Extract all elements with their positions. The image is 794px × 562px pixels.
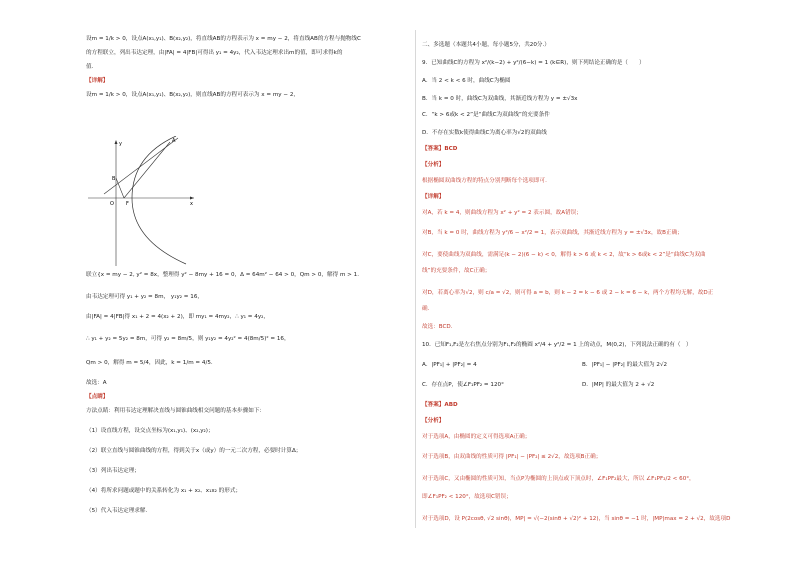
step-item: （2）联立直线与圆锥曲线的方程，得到关于x（或y）的一元二次方程，必要时计算Δ； [86, 448, 302, 454]
line-ab [104, 138, 178, 194]
label-o: O [110, 201, 114, 207]
question-9: 9．已知曲线C的方程为 x²/(k−2) + y²/(6−k) = 1 (k∈R)，则下列结论正确的是（ ） [422, 60, 645, 66]
segment-af [124, 142, 170, 198]
analysis-line: 即∠F₁PF₂ < 120°，故选项C错误； [422, 494, 512, 500]
text-line: 故选：A [86, 380, 107, 386]
section-title: 二、多选题（本题共4小题，每小题5分，共20分.） [422, 42, 550, 48]
step-item: （5）代入韦达定理求解. [86, 508, 148, 514]
detail-line: 线”的充要条件，故C正确； [422, 268, 491, 274]
analysis-line: 对于选项C，又由椭圆的性质可知，当点P为椭圆的上顶点或下顶点时，∠F₁PF₂最大，所以 ∠F₁PF₂/2 < 60°， [422, 476, 695, 482]
text-line: 方法点睛：利用韦达定理解决直线与圆锥曲线相交问题的基本步骤如下： [86, 408, 266, 414]
parabola-lower [132, 198, 186, 264]
text-line: Qm > 0，解得 m = 5/4，因此，k = 1/m = 4/5. [86, 360, 213, 366]
label-a: A [172, 138, 176, 144]
option-c: C．“k > 6或k < 2”是“曲线C为双曲线”的充要条件 [422, 112, 550, 118]
analysis-line: 对于选项A，由椭圆的定义可得选项A正确； [422, 434, 531, 440]
y-axis-arrow [115, 140, 118, 144]
option-a: A．当 2 < k < 6 时，曲线C为椭圆 [422, 78, 511, 84]
label-b: B [112, 176, 116, 182]
analysis-heading: 【分析】 [422, 162, 445, 168]
detail-line: 对B，当 k = 0 时，曲线方程为 y²/6 − x²/2 = 1，表示双曲线，其渐近线方程为 y = ±√3x，故B正确； [422, 230, 683, 236]
analysis-line: 对于选项B，由双曲线的性质可得 |PF₁| − |PF₂| ≤ 2√2，故选项B正确； [422, 454, 602, 460]
answer-heading: 【答案】BCD [422, 146, 458, 152]
option-c: C．存在点P，使∠F₁PF₂ = 120° [422, 382, 504, 388]
option-d: D．|MP| 的最大值为 2 + √2 [582, 382, 655, 388]
label-x: x [190, 201, 193, 207]
question-10: 10．已知F₁,F₂是左右焦点分别为F₁,F₂的椭圆 x²/4 + y²/2 = 1 上的动点，M(0,2)，下列说法正确的有（ ） [422, 342, 692, 348]
analysis-heading: 【分析】 [422, 418, 445, 424]
answer-heading: 【答案】ABD [422, 402, 458, 408]
option-d: D．不存在实数k使得曲线C为离心率为√2的双曲线 [422, 130, 547, 136]
analysis-text: 根据椭圆双曲线方程的特点分别判断每个选项即可. [422, 178, 547, 184]
x-axis-arrow [190, 197, 194, 200]
analysis-line: 对于选项D，设 P(2cosθ, √2 sinθ)，MP| = √(−2(sinθ + √2)² + 12)，当 sinθ = −1 时，|MP|max = 2 + √2，故选项D [422, 516, 731, 522]
step-item: （1）设直线方程，设交点坐标为(x₁,y₁)、(x₂,y₂)； [86, 428, 214, 434]
segment-bf [116, 178, 124, 198]
text-line: ∴ y₁ + y₂ = 5y₂ = 8m，可得 y₂ = 8m/5，则 y₁y₂ = 4y₂² = 4(8m/5)² = 16， [86, 336, 290, 342]
detail-line: 对C，要使曲线为双曲线，需满足(k − 2)(6 − k) < 0，解得 k > 6 或 k < 2，故“k > 6或k < 2”是“曲线C为双曲 [422, 252, 706, 258]
parabola-graph [86, 136, 196, 268]
text-line: 值. [86, 64, 94, 70]
text-line: 设m = 1/k > 0，设点A(x₁,y₁)、B(x₂,y₂)，则直线AB的方程可表示为 x = my − 2， [86, 92, 299, 98]
detail-line: 确. [422, 306, 430, 312]
text-line: 的方程联立，列出韦达定理，由|FA| = 4|FB|可得出 y₁ = 4y₂，代入韦达定理求出m的值，即可求得k的 [86, 50, 343, 56]
detail-line: 对A，若 k = 4，则曲线方程为 x² + y² = 2 表示圆，故A错误； [422, 210, 582, 216]
column-divider [415, 30, 416, 528]
step-item: （3）列出韦达定理； [86, 468, 140, 474]
option-b: B．|PF₁| − |PF₂| 的最大值为 2√2 [582, 362, 668, 368]
parabola-upper [132, 136, 176, 198]
option-a: A．|PF₁| + |PF₂| = 4 [422, 362, 477, 368]
text-line: 设m = 1/k > 0，设点A(x₁,y₁)、B(x₂,y₂)，将直线AB的方程表示为 x = my − 2，将直线AB的方程与抛物线C [86, 36, 361, 42]
text-line: 由|FA| = 4|FB|得 x₁ + 2 = 4(x₂ + 2)，即 my₁ = 4my₂，∴ y₁ = 4y₂， [86, 314, 269, 320]
label-f: F [126, 201, 129, 207]
step-item: （4）将所求问题或题中的关系转化为 x₁ + x₂、x₁x₂ 的形式； [86, 488, 242, 494]
selection-line: 故选：BCD. [422, 324, 453, 330]
label-y: y [119, 141, 122, 147]
section-heading-detail: 【详解】 [86, 78, 109, 84]
detail-heading: 【详解】 [422, 194, 445, 200]
text-line: 由韦达定理可得 y₁ + y₂ = 8m， y₁y₂ = 16， [86, 294, 203, 300]
text-line: 联立{x = my − 2, y² = 8x，整理得 y² − 8my + 16 = 0，Δ = 64m² − 64 > 0，Qm > 0，解得 m > 1. [86, 272, 359, 278]
option-b: B．当 k = 0 时，曲线C为双曲线，其渐近线方程为 y = ±√3x [422, 96, 578, 102]
section-heading-comment: 【点睛】 [86, 394, 109, 400]
detail-line: 对D，若离心率为√2，则 c/a = √2，则可得 a = b，则 k − 2 = k − 6 或 2 − k = 6 − k，两个方程均无解，故D正 [422, 290, 714, 296]
